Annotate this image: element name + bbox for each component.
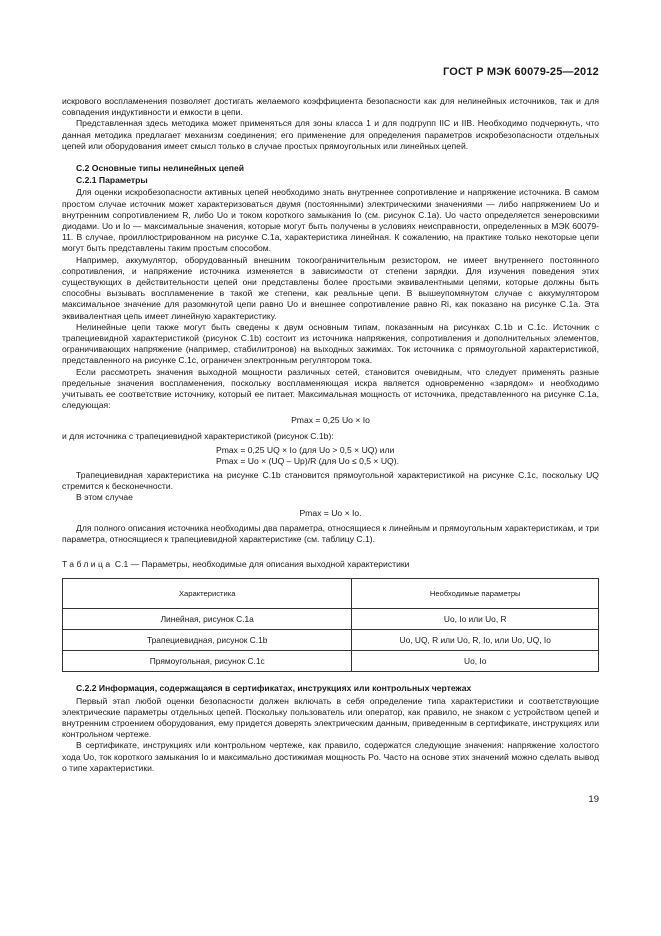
formula: Pmax = Uo × Io. [299, 507, 362, 518]
table-cell: Трапециевидная, рисунок С.1b [63, 630, 352, 651]
standard-header: ГОСТ Р МЭК 60079-25—2012 [442, 66, 599, 78]
paragraph: В сертификате, инструкциях или контрольном чертеже, как правило, содержатся следующие значения: напряжение холостого хода Uo, ток короткого замыкания Io и максимально достижимая мощность Po. Часто на основе этих значений можно сделать вывод о типе характеристики. [62, 740, 599, 773]
formula: Pmax = 0,25 UQ × Io (для Uo > 0,5 × UQ) или [216, 444, 395, 455]
paragraph: Представленная здесь методика может применяться для зоны класса 1 и для подгрупп IIC и IIB. Необходимо подчеркнуть, что данная методика предлагает механизм соединения; его применение для определения параметров искробезопасности отдельных цепей или оборудования имеет смысл только в случае простых прямоугольных или линейных цепей. [62, 118, 599, 151]
table-cell: Uo, Io или Uo, R [352, 609, 599, 630]
table-cell: Линейная, рисунок С.1a [63, 609, 352, 630]
paragraph: В этом случае [76, 492, 133, 503]
table-cell: Uo, Io [352, 651, 599, 672]
table-row [63, 630, 599, 651]
paragraph: и для источника с трапециевидной характеристикой (рисунок С.1b): [62, 430, 334, 441]
table-header-row [63, 579, 599, 609]
table-cell: Прямоугольная, рисунок С.1c [63, 651, 352, 672]
paragraph: искрового воспламенения позволяет достигать желаемого коэффициента безопасности как для нелинейных источников, так и для совпадения индуктивности и емкости в цепи. [62, 96, 599, 118]
paragraph: Для полного описания источника необходимы два параметра, относящиеся к линейным и прямоугольным характеристикам, и три параметра, относящиеся к трапециевидной характеристике (см. таблицу С.1). [62, 522, 599, 544]
paragraph: Нелинейные цепи также могут быть сведены к двум основным типам, показанным на рисунках С.1b и С.1c. Источник с трапециевидной характеристикой (рисунок С.1b) состоит из источника напряжения, сопротивления и дополнительных элементов, ограничивающих напряжение (например, стабилитронов) на выходных зажимах. Ток источника с прямоугольной характеристикой, представленного на рисунке С.1c, ограничен электронным регулятором тока. [62, 321, 599, 366]
table-header: Необходимые параметры [352, 579, 599, 609]
page-body [62, 96, 599, 774]
table-caption-word: Таблица [62, 559, 113, 570]
table-caption-text: С.1 — Параметры, необходимые для описания выходной характеристики [114, 559, 410, 570]
parameters-table [62, 578, 599, 672]
table-caption [62, 559, 599, 570]
page-number: 19 [588, 794, 599, 805]
paragraph: Трапециевидная характеристика на рисунке С.1b становится прямоугольной характеристикой на рисунке С.1c, поскольку UQ стремится к бесконечности. [62, 469, 599, 492]
paragraph: Если рассмотреть значения выходной мощности различных сетей, становится очевидным, что следует применять разные предельные значения воспламенения, поскольку воспламеняющая искра является одновременно «зарядом» и необходимо учитывать ее соответствие источнику, который ее питает. Максимальная мощность от источника, представленного на рисунке С.1a, следующая: [62, 366, 599, 411]
formula-block [216, 445, 599, 467]
subsection-heading: C.2.1 Параметры [76, 175, 148, 186]
paragraph: Первый этап любой оценки безопасности должен включать в себя определение типа характеристики и соответствующие электрические параметры отдельных цепей. Поскольку пользователь или оператор, как правило, не знаком с устройством цепей и внутренним строением оборудования, ему придется доверять электрическим данным, приведенным в сертификате, инструкциях или контрольном чертеже. [62, 695, 599, 740]
table-row [63, 651, 599, 672]
subsection-heading: C.2.2 Информация, содержащаяся в сертификатах, инструкциях или контрольных чертежах [76, 683, 472, 694]
section-heading: C.2 Основные типы нелинейных цепей [76, 163, 245, 174]
paragraph: Для оценки искробезопасности активных цепей необходимо знать внутреннее сопротивление и напряжение источника. В самом простом случае источник может характеризоваться двумя (постоянными) электрическими значениями — либо напряжением Uo и внутренним сопротивлением R, либо Uo и током короткого замыкания Io (см. рисунок С.1a). Uo часто определяется зенеровскими диодами. Uo и Io — максимальные значения, которые могут быть получены в условиях неисправности, определенных в МЭК 60079-11. В случае, проиллюстрированном на рисунке С.1a, характеристика линейная. К сожалению, на практике только некоторые цепи могут быть представлены таким простым способом. [62, 187, 599, 254]
formula: Pmax = 0,25 Uo × Io [291, 415, 370, 426]
table-cell: Uo, UQ, R или Uo, R, Io, или Uo, UQ, Io [352, 630, 599, 651]
paragraph: Например, аккумулятор, оборудованный внешним токоограничительным резистором, не имеет внутреннего постоянного сопротивления, и напряжение источника изменяется в зависимости от степени зарядки. Для изучения поведения этих существующих в действительности цепей они представлены более простыми эквивалентными цепями, которые должны быть способны вызывать воспламенение в такой же степени, как реальные цепи. В вышеупомянутом случае с аккумулятором максимальное значение для разомкнутой цепи равно Uo и внешнее сопротивление равно Ri, как показано на рисунке С.1a. Эта эквивалентная цепь имеет линейную характеристику. [62, 254, 599, 321]
formula: Pmax = Uo × (UQ – Up)/R (для Uo ≤ 0,5 × UQ). [216, 455, 399, 466]
table-header: Характеристика [63, 579, 352, 609]
table-row [63, 609, 599, 630]
